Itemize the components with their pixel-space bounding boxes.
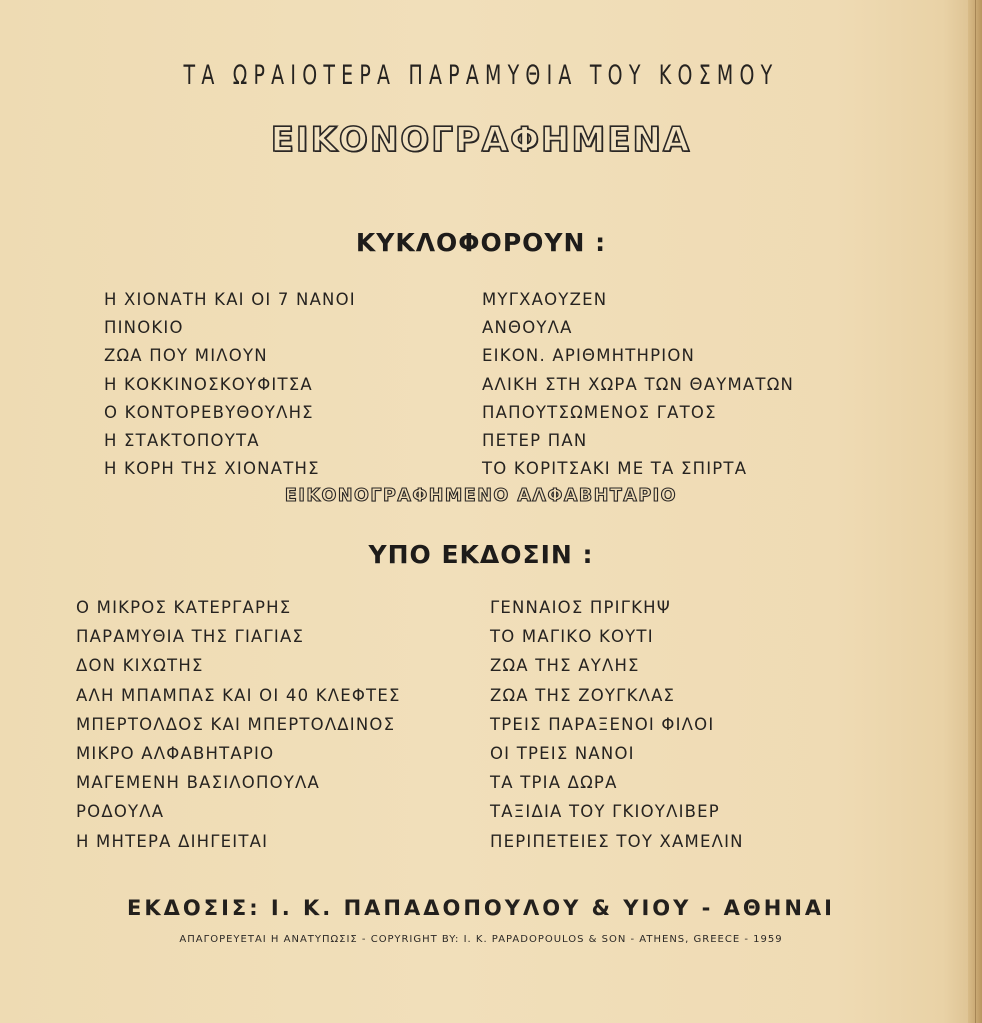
list-item: ΜΥΓΧΑΟΥΖΕΝ (482, 290, 608, 309)
illustrated-alphabet-title: ΕΙΚΟΝΟΓΡΑΦΗΜΕΝΟ ΑΛΦΑΒΗΤΑΡΙΟ (284, 486, 678, 506)
list-item: Η ΜΗΤΕΡΑ ΔΙΗΓΕΙΤΑΙ (76, 831, 269, 851)
list-item: ΤΑΞΙΔΙΑ ΤΟΥ ΓΚΙΟΥΛΙΒΕΡ (490, 802, 720, 822)
list-item: Η ΧΙΟΝΑΤΗ ΚΑΙ ΟΙ 7 ΝΑΝΟΙ (104, 290, 356, 309)
list-item: ΟΙ ΤΡΕΙΣ ΝΑΝΟΙ (490, 743, 635, 763)
list-item: ΓΕΝΝΑΙΟΣ ΠΡΙΓΚΗΨ (490, 598, 671, 617)
list-item: ΡΟΔΟΥΛΑ (76, 802, 165, 822)
list-item: Ο ΜΙΚΡΟΣ ΚΑΤΕΡΓΑΡΗΣ (76, 598, 292, 617)
list-item: ΠΕΤΕΡ ΠΑΝ (482, 430, 588, 450)
list-item: ΠΑΡΑΜΥΘΙΑ ΤΗΣ ΓΙΑΓΙΑΣ (76, 627, 305, 647)
publisher-line: ΕΚΔΟΣΙΣ: Ι. Κ. ΠΑΠΑΔΟΠΟΥΛΟΥ & ΥΙΟΥ - ΑΘΗΝΑΙ (127, 896, 835, 920)
list-item: Η ΚΟΡΗ ΤΗΣ ΧΙΟΝΑΤΗΣ (104, 459, 320, 479)
list-item: ΖΩΑ ΠΟΥ ΜΙΛΟΥΝ (104, 346, 268, 366)
forthcoming-list-right (490, 593, 744, 856)
list-item: ΤΑ ΤΡΙΑ ΔΩΡΑ (490, 773, 618, 793)
list-item: Η ΚΟΚΚΙΝΟΣΚΟΥΦΙΤΣΑ (104, 374, 313, 394)
list-item: ΠΕΡΙΠΕΤΕΙΕΣ ΤΟΥ ΧΑΜΕΛΙΝ (490, 831, 744, 851)
series-title: ΤΑ ΩΡΑΙΟΤΕΡΑ ΠΑΡΑΜΥΘΙΑ ΤΟΥ ΚΟΣΜΟΥ (183, 60, 779, 91)
list-item: ΖΩΑ ΤΗΣ ΑΥΛΗΣ (490, 656, 640, 676)
copyright-line: ΑΠΑΓΟΡΕΥΕΤΑΙ Η ΑΝΑΤΥΠΩΣΙΣ - COPYRIGHT BY: I. K. PAPADOPOULOS & SON - ATHENS, GREECE - 1959 (179, 934, 783, 945)
list-item: ΑΛΗ ΜΠΑΜΠΑΣ ΚΑΙ ΟΙ 40 ΚΛΕΦΤΕΣ (76, 685, 401, 705)
list-item: ΜΠΕΡΤΟΛΔΟΣ ΚΑΙ ΜΠΕΡΤΟΛΔΙΝΟΣ (76, 714, 396, 734)
list-item: ΑΝΘΟΥΛΑ (482, 318, 573, 338)
forthcoming-list-left (76, 593, 401, 856)
list-item: ΤΟ ΚΟΡΙΤΣΑΚΙ ΜΕ ΤΑ ΣΠΙΡΤΑ (482, 459, 748, 479)
list-item: ΑΛΙΚΗ ΣΤΗ ΧΩΡΑ ΤΩΝ ΘΑΥΜΑΤΩΝ (482, 374, 795, 394)
spine-edge (975, 0, 976, 1023)
list-item: ΕΙΚΟΝ. ΑΡΙΘΜΗΤΗΡΙΟΝ (482, 346, 696, 366)
list-item: ΜΑΓΕΜΕΝΗ ΒΑΣΙΛΟΠΟΥΛΑ (76, 773, 321, 793)
list-item: ΖΩΑ ΤΗΣ ΖΟΥΓΚΛΑΣ (490, 685, 676, 705)
list-item: ΤΡΕΙΣ ΠΑΡΑΞΕΝΟΙ ΦΙΛΟΙ (490, 714, 715, 734)
available-heading: ΚΥΚΛΟΦΟΡΟΥΝ : (355, 228, 607, 257)
list-item: Ο ΚΟΝΤΟΡΕΒΥΘΟΥΛΗΣ (104, 402, 314, 422)
available-list-left (104, 286, 356, 483)
list-item: ΔΟΝ ΚΙΧΩΤΗΣ (76, 656, 204, 676)
available-list-right (482, 286, 794, 483)
list-item: ΠΑΠΟΥΤΣΩΜΕΝΟΣ ΓΑΤΟΣ (482, 402, 717, 422)
illustrated-heading: ΕΙΚΟΝΟΓΡΑΦΗΜΕΝΑ (270, 120, 692, 160)
list-item: ΠΙΝΟΚΙΟ (104, 318, 184, 338)
list-item: ΤΟ ΜΑΓΙΚΟ ΚΟΥΤΙ (490, 627, 654, 647)
list-item: Η ΣΤΑΚΤΟΠΟΥΤΑ (104, 430, 260, 450)
list-item: ΜΙΚΡΟ ΑΛΦΑΒΗΤΑΡΙΟ (76, 743, 275, 763)
forthcoming-heading: ΥΠΟ ΕΚΔΟΣΙΝ : (368, 540, 594, 569)
